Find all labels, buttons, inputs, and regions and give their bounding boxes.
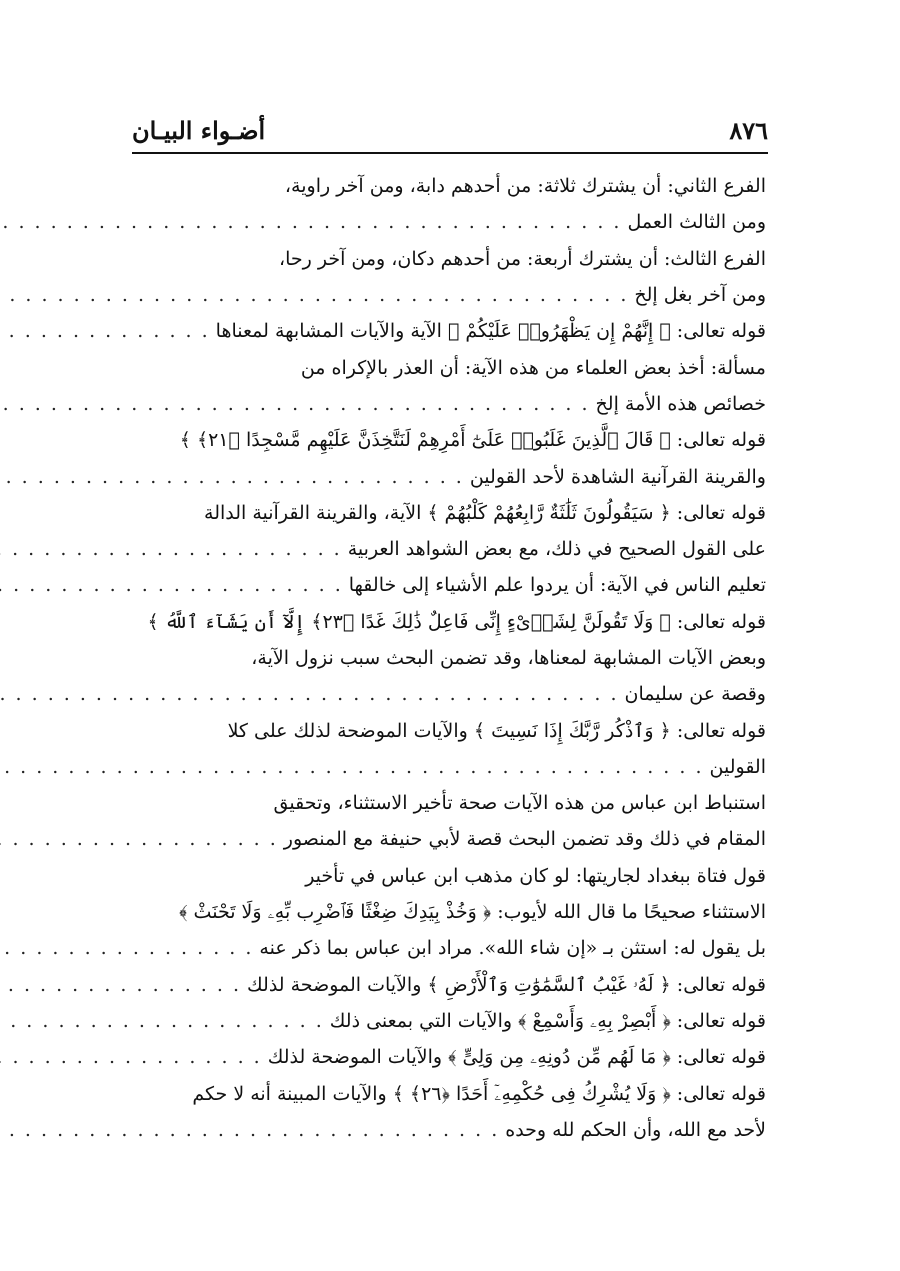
entry-text: القولين	[709, 755, 766, 778]
dot-leader	[0, 538, 348, 560]
dot-leader	[0, 574, 349, 596]
entry-text: قوله تعالى: ﴿ قَالَ ٱلَّذِينَ غَلَبُوا۟ عَلَىٰٓ أَمْرِهِمْ لَنَتَّخِذَنَّ عَلَيْهِم مَّسْجِدًا ﴿٢١﴾ ﴾	[179, 429, 766, 452]
dot-leader	[0, 756, 710, 778]
entry-text: وقصة عن سليمان	[624, 683, 766, 706]
index-list	[136, 168, 766, 1148]
index-entry	[136, 1039, 766, 1075]
entry-text: وبعض الآيات المشابهة لمعناها، وقد تضمن البحث سبب نزول الآية،	[251, 647, 766, 669]
entry-text: الاستثناء صحيحًا ما قال الله لأيوب: ﴿ وَخُذْ بِيَدِكَ ضِغْثًا فَٱضْرِب بِّهِۦ وَلَا تَحْنَثْ ﴾	[179, 901, 766, 924]
dot-leader	[0, 828, 284, 850]
index-entry	[136, 422, 766, 458]
dot-leader	[0, 284, 634, 306]
index-entry	[136, 495, 766, 531]
dot-leader	[0, 683, 625, 705]
header-rule	[132, 152, 768, 154]
entry-text: قول فتاة ببغداد لجاريتها: لو كان مذهب ابن عباس في تأخير	[305, 864, 766, 887]
index-entry	[136, 858, 766, 894]
running-title: أضـواء البيـان	[132, 115, 266, 145]
entry-text: قوله تعالى: ﴿ وَلَا يُشْرِكُ فِى حُكْمِهِۦٓ أَحَدًا ﴿٢٦﴾ ﴾ والآيات المبينة أنه لا حكم	[192, 1082, 766, 1105]
entry-text: الفرع الثاني: أن يشترك ثلاثة: من أحدهم دابة، ومن آخر راوية،	[284, 175, 766, 198]
entry-text: قوله تعالى: ﴿ سَيَقُولُونَ ثَلَٰثَةٌ رَّابِعُهُمْ كَلْبُهُمْ ﴾ الآية، والقرينة القرآنية الدالة	[204, 501, 766, 524]
index-entry	[136, 204, 766, 240]
index-entry	[136, 1075, 766, 1111]
index-entry	[136, 967, 766, 1003]
index-entry	[136, 749, 766, 785]
index-entry	[136, 277, 766, 313]
dot-leader	[0, 466, 470, 488]
entry-text: خصائص هذه الأمة إلخ	[595, 392, 766, 415]
index-entry	[136, 168, 766, 204]
entry-text: قوله تعالى: ﴿ مَا لَهُم مِّن دُونِهِۦ مِن وَلِىٍّ ﴾ والآيات الموضحة لذلك	[267, 1046, 766, 1069]
index-entry	[136, 241, 766, 277]
index-entry	[136, 604, 766, 640]
dot-leader	[0, 937, 259, 959]
entry-text: مسألة: أخذ بعض العلماء من هذه الآية: أن العذر بالإكراه من	[300, 356, 766, 379]
entry-text: الفرع الثالث: أن يشترك أربعة: من أحدهم دكان، ومن آخر رحا،	[278, 247, 766, 270]
index-entry	[136, 531, 766, 567]
index-entry	[136, 567, 766, 603]
dot-leader	[0, 1119, 505, 1141]
entry-text: قوله تعالى: ﴿ لَهُۥ غَيْبُ ٱلسَّمَٰوَٰتِ وَٱلْأَرْضِ ﴾ والآيات الموضحة لذلك	[247, 973, 766, 996]
dot-leader	[0, 393, 596, 415]
entry-text: لأحد مع الله، وأن الحكم لله وحده	[505, 1118, 766, 1141]
entry-text: تعليم الناس في الآية: أن يردوا علم الأشياء إلى خالقها	[348, 574, 766, 597]
entry-text: والقرينة القرآنية الشاهدة لأحد القولين	[469, 465, 766, 488]
index-entry	[136, 821, 766, 857]
index-entry	[136, 1112, 766, 1148]
page-header	[132, 112, 768, 148]
dot-leader	[0, 1046, 268, 1068]
entry-text: قوله تعالى: ﴿ وَلَا تَقُولَنَّ لِشَا۟ىْءٍ إِنِّى فَاعِلٌ ذَٰلِكَ غَدًا ﴿٢٣﴾ إِلَّآ أَن يَشَآءَ ٱللَّهُ ﴾	[147, 610, 766, 633]
index-entry	[136, 313, 766, 349]
index-entry	[136, 1003, 766, 1039]
index-entry	[136, 785, 766, 821]
index-entry	[136, 349, 766, 385]
entry-text: قوله تعالى: ﴿ وَٱذْكُر رَّبَّكَ إِذَا نَسِيتَ ﴾ والآيات الموضحة لذلك على كلا	[227, 719, 766, 742]
entry-text: استنباط ابن عباس من هذه الآيات صحة تأخير الاستثناء، وتحقيق	[273, 792, 766, 815]
entry-text: قوله تعالى: ﴿ إِنَّهُمْ إِن يَظْهَرُوا۟ عَلَيْكُمْ ﴾ الآية والآيات المشابهة لمعناها	[215, 320, 766, 343]
index-entry	[136, 894, 766, 930]
dot-leader	[0, 320, 216, 342]
entry-text: ومن الثالث العمل	[627, 211, 766, 234]
entry-text: المقام في ذلك وقد تضمن البحث قصة لأبي حنيفة مع المنصور	[283, 828, 766, 851]
entry-text: على القول الصحيح في ذلك، مع بعض الشواهد العربية	[347, 538, 766, 561]
entry-text: ومن آخر بغل إلخ	[634, 284, 766, 307]
index-entry	[136, 386, 766, 422]
entry-text: بل يقول له: استثن بـ «إن شاء الله». مراد ابن عباس بما ذكر عنه	[259, 937, 766, 960]
index-entry	[136, 640, 766, 676]
index-entry	[136, 458, 766, 494]
page-number: ٨٧٦	[729, 115, 768, 145]
index-entry	[136, 930, 766, 966]
index-entry	[136, 712, 766, 748]
entry-text: قوله تعالى: ﴿ أَبْصِرْ بِهِۦ وَأَسْمِعْ ﴾ والآيات التي بمعنى ذلك	[329, 1009, 766, 1032]
dot-leader	[0, 1010, 330, 1032]
dot-leader	[0, 974, 247, 996]
index-entry	[136, 676, 766, 712]
dot-leader	[0, 211, 627, 233]
